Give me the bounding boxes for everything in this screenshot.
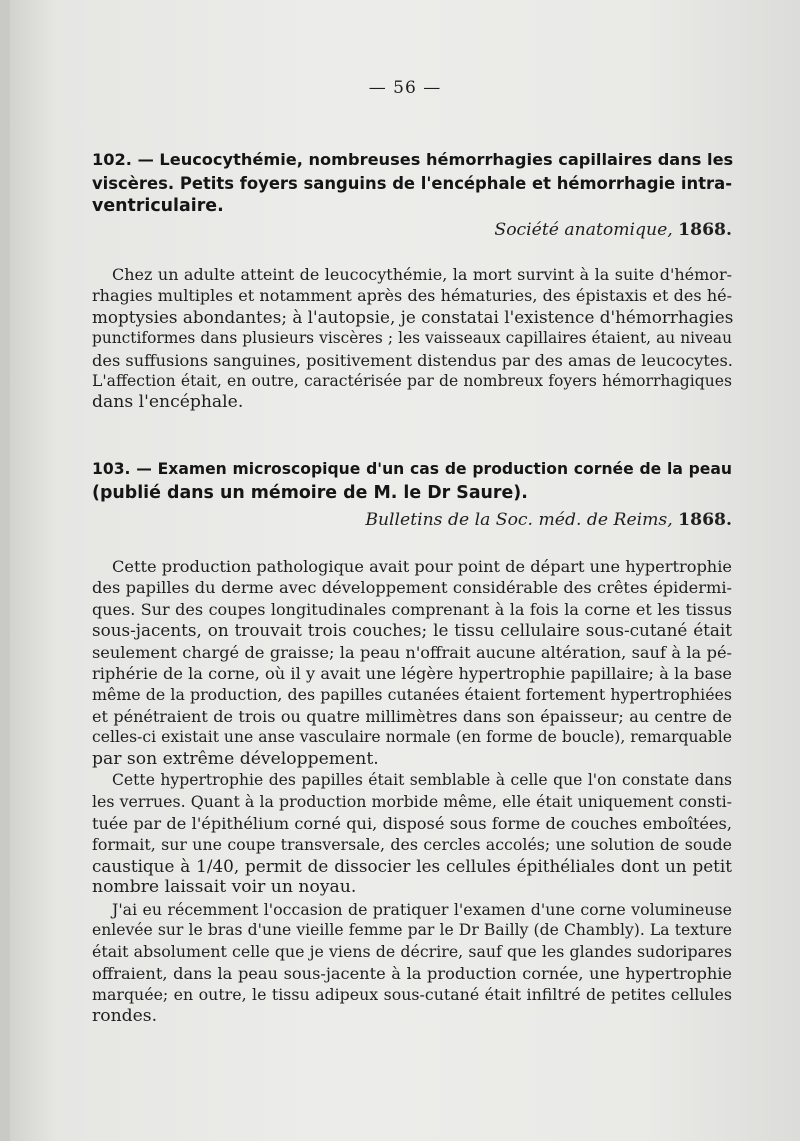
body-line: marquée; en outre, le tissu adipeux sous-cutané était infiltré de petites cellules <box>92 985 732 1005</box>
body-line: nombre laissait voir un noyau. <box>92 877 357 898</box>
body-line: Cette production pathologique avait pour point de départ une hypertrophie <box>112 557 732 576</box>
body-line: J'ai eu récemment l'occasion de pratiquer l'examen d'une corne volumineuse <box>112 899 732 919</box>
citation-source: Société anatomique, <box>494 220 673 240</box>
body-line: formait, sur une coupe transversale, des cercles accolés; une solution de soude <box>92 835 732 855</box>
entry-103-heading <box>92 458 732 505</box>
page-number: — 56 — <box>368 78 442 98</box>
page <box>10 0 800 1141</box>
body-line: enlevée sur le bras d'une vieille femme par le Dr Bailly (de Chambly). La texture <box>92 920 732 939</box>
heading-line: 103. — Examen microscopique d'un cas de production cornée de la peau <box>92 460 732 478</box>
entry-103-body <box>92 556 732 1027</box>
heading-line: ventriculaire. <box>92 196 224 216</box>
body-line: des papilles du derme avec développement considérable des crêtes épidermi- <box>92 578 732 598</box>
entry-102-heading <box>92 148 732 219</box>
heading-line: 102. — Leucocythémie, nombreuses hémorrhagies capillaires dans les <box>92 150 734 169</box>
body-line: caustique à 1/40, permit de dissocier les cellules épithéliales dont un petit <box>92 855 732 876</box>
body-line: offraient, dans la peau sous-jacente à la production cornée, une hypertrophie <box>92 963 732 983</box>
citation-source: Bulletins de la Soc. méd. de Reims, <box>365 510 673 530</box>
entry-102-citation <box>92 218 732 242</box>
body-line: et pénétraient de trois ou quatre millimètres dans son épaisseur; au centre de <box>92 706 732 726</box>
body-line: était absolument celle que je viens de décrire, sauf que les glandes sudoripares <box>92 942 732 962</box>
citation-year: 1868. <box>678 510 732 530</box>
body-line: ques. Sur des coupes longitudinales comprenant à la fois la corne et les tissus <box>92 599 732 619</box>
body-line: riphérie de la corne, où il y avait une légère hypertrophie papillaire; à la base <box>92 664 732 684</box>
body-line: par son extrême développement. <box>92 748 379 769</box>
body-line: même de la production, des papilles cutanées étaient fortement hypertrophiées <box>92 685 732 705</box>
entry-103-citation <box>92 508 732 532</box>
body-line: rhagies multiples et notamment après des hématuries, des épistaxis et des hé- <box>92 286 732 306</box>
body-line: des suffusions sanguines, positivement distendus par des amas de leucocytes. <box>92 350 733 370</box>
heading-line: (publié dans un mémoire de M. le Dr Saure). <box>92 482 528 503</box>
entry-102-body <box>92 264 732 414</box>
body-line: moptysies abondantes; à l'autopsie, je constatai l'existence d'hémorrhagies <box>92 306 734 327</box>
body-line: dans l'encéphale. <box>92 392 244 413</box>
body-line: celles-ci existait une anse vasculaire normale (en forme de boucle), remarquable <box>92 728 732 747</box>
body-line: punctiformes dans plusieurs viscères ; les vaisseaux capillaires étaient, au niveau <box>92 329 732 348</box>
body-line: Chez un adulte atteint de leucocythémie, la mort survint à la suite d'hémor- <box>112 265 732 284</box>
body-line: Cette hypertrophie des papilles était semblable à celle que l'on constate dans <box>112 771 732 790</box>
heading-line: viscères. Petits foyers sanguins de l'encéphale et hémorrhagie intra- <box>92 173 732 193</box>
body-line: rondes. <box>92 1005 158 1026</box>
body-line: L'affection était, en outre, caractérisée par de nombreux foyers hémorrhagiques <box>92 372 732 391</box>
body-line: les verrues. Quant à la production morbide même, elle était uniquement consti- <box>92 792 732 812</box>
citation-year: 1868. <box>678 220 732 240</box>
body-line: sous-jacents, on trouvait trois couches; le tissu cellulaire sous-cutané était <box>92 620 732 641</box>
body-line: seulement chargé de graisse; la peau n'offrait aucune altération, sauf à la pé- <box>92 642 732 662</box>
body-line: tuée par de l'épithélium corné qui, disposé sous forme de couches emboîtées, <box>92 813 732 833</box>
